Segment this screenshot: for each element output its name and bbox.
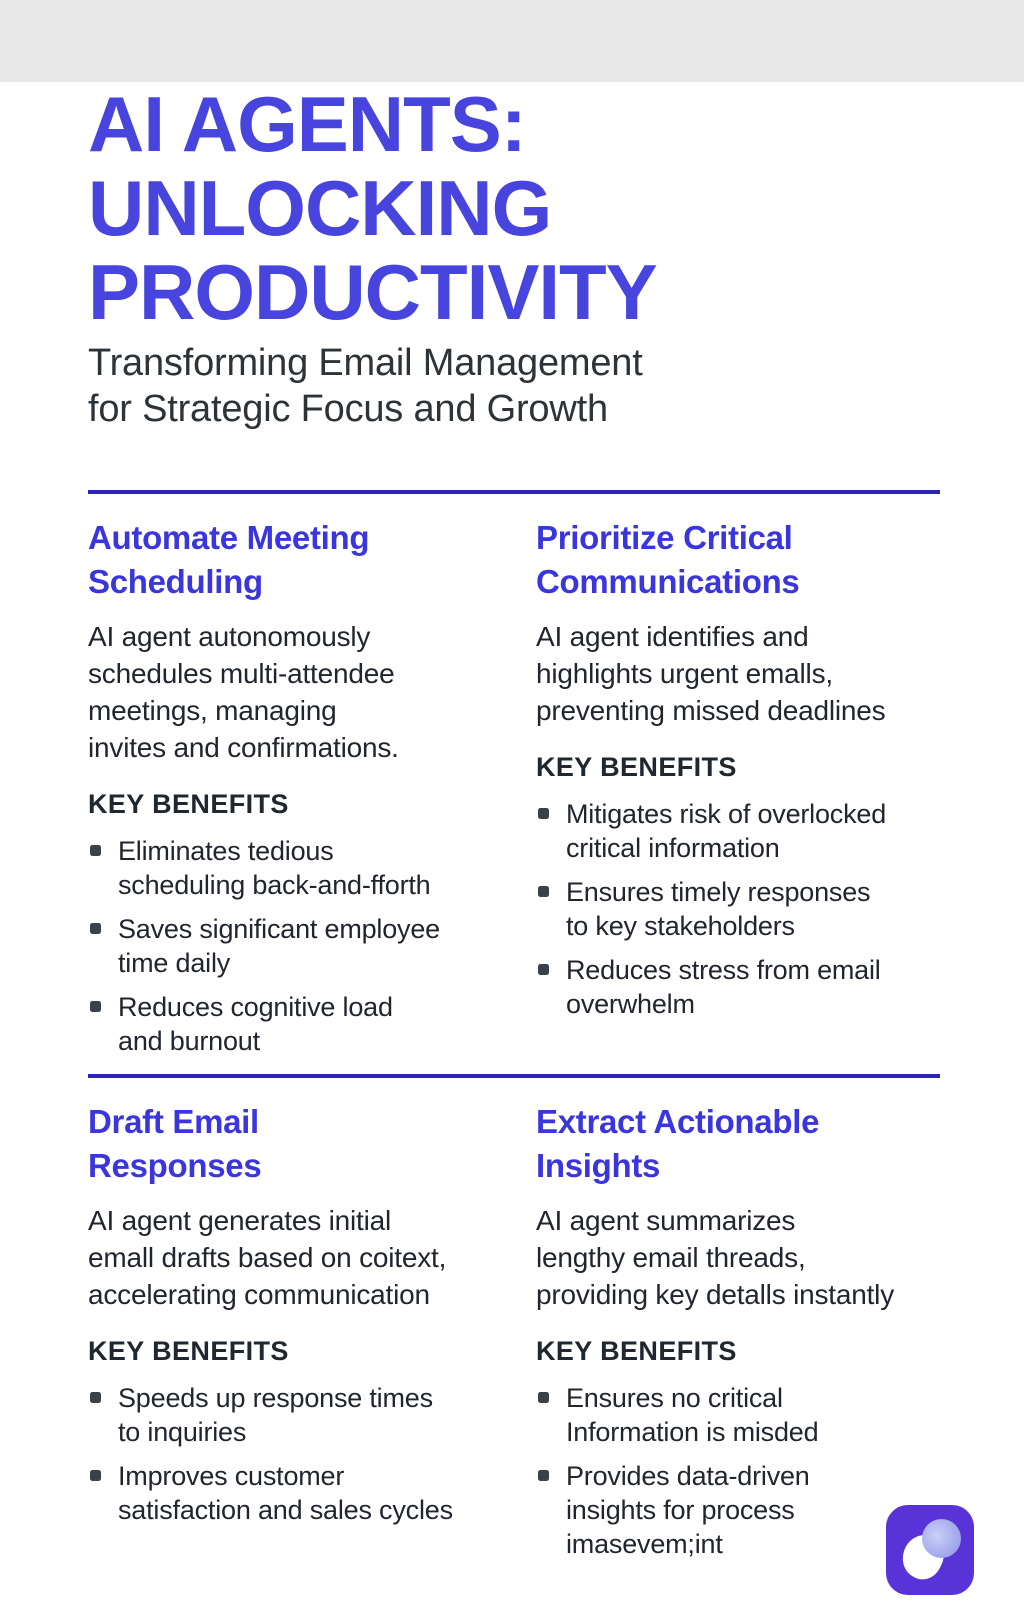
benefit-text: Ensures no critical Information is misded	[566, 1383, 819, 1447]
benefit-item	[536, 953, 948, 1021]
square-bullet-icon	[538, 1392, 549, 1403]
benefits-list	[88, 1381, 500, 1527]
square-bullet-icon	[90, 923, 101, 934]
benefit-item	[536, 797, 948, 865]
section-draft-email-responses	[88, 1100, 500, 1527]
benefit-item	[88, 990, 500, 1058]
section-heading: Draft Email Responses	[88, 1103, 262, 1184]
key-benefits-label: KEY BENEFITS	[88, 1336, 289, 1366]
benefit-text: Mitigates risk of overlocked critical information	[566, 799, 887, 863]
square-bullet-icon	[90, 845, 101, 856]
moon-over-cloud-app-logo-icon	[886, 1505, 974, 1595]
page-title: AI AGENTS: UNLOCKING PRODUCTIVITY	[88, 80, 657, 336]
square-bullet-icon	[538, 886, 549, 897]
benefit-item	[88, 1381, 500, 1449]
key-benefits-label: KEY BENEFITS	[88, 789, 289, 819]
section-extract-actionable-insights	[536, 1100, 948, 1561]
benefits-list	[88, 834, 500, 1058]
sections-row-bottom	[88, 1100, 940, 1561]
key-benefits-label: KEY BENEFITS	[536, 1336, 737, 1366]
section-description: AI agent autonomously schedules multi-attendee meetings, managing invites and confirmations.	[88, 621, 399, 763]
section-divider	[88, 1074, 940, 1078]
square-bullet-icon	[538, 964, 549, 975]
section-description: AI agent identifies and highlights urgent emalls, preventing missed deadlines	[536, 621, 886, 726]
page-content	[0, 82, 1024, 1561]
section-automate-meeting-scheduling	[88, 516, 500, 1058]
section-heading: Extract Actionable Insights	[536, 1103, 820, 1184]
square-bullet-icon	[538, 1470, 549, 1481]
sections-row-top	[88, 516, 940, 1058]
section-description: AI agent summarizes lengthy email threads, providing key detalls instantly	[536, 1205, 894, 1310]
benefit-text: Saves significant employee time daily	[118, 914, 440, 978]
benefit-text: Provides data-driven insights for process imasevem;int	[566, 1461, 810, 1559]
section-divider	[88, 490, 940, 494]
section-prioritize-critical-communications	[536, 516, 948, 1021]
benefit-item	[88, 912, 500, 980]
benefits-list	[536, 797, 948, 1021]
section-heading: Prioritize Critical Communications	[536, 519, 800, 600]
logo-moon-circle-shape	[922, 1519, 961, 1558]
infographic-page	[0, 82, 1024, 1618]
page-subtitle: Transforming Email Management for Strategic Focus and Growth	[88, 342, 643, 430]
benefit-text: Ensures timely responses to key stakeholders	[566, 877, 871, 941]
benefit-item	[88, 1459, 500, 1527]
square-bullet-icon	[90, 1001, 101, 1012]
benefit-text: Speeds up response times to inquiries	[118, 1383, 433, 1447]
key-benefits-label: KEY BENEFITS	[536, 752, 737, 782]
section-heading: Automate Meeting Scheduling	[88, 519, 370, 600]
benefit-item	[536, 1381, 948, 1449]
benefit-text: Improves customer satisfaction and sales cycles	[118, 1461, 453, 1525]
section-description: AI agent generates initial emall drafts based on coitext, accelerating communication	[88, 1205, 447, 1310]
benefit-text: Eliminates tedious scheduling back-and-fforth	[118, 836, 431, 900]
benefit-text: Reduces stress from email overwhelm	[566, 955, 881, 1019]
benefit-item	[88, 834, 500, 902]
square-bullet-icon	[538, 808, 549, 819]
benefit-item	[536, 875, 948, 943]
benefit-text: Reduces cognitive load and burnout	[118, 992, 393, 1056]
square-bullet-icon	[90, 1470, 101, 1481]
square-bullet-icon	[90, 1392, 101, 1403]
